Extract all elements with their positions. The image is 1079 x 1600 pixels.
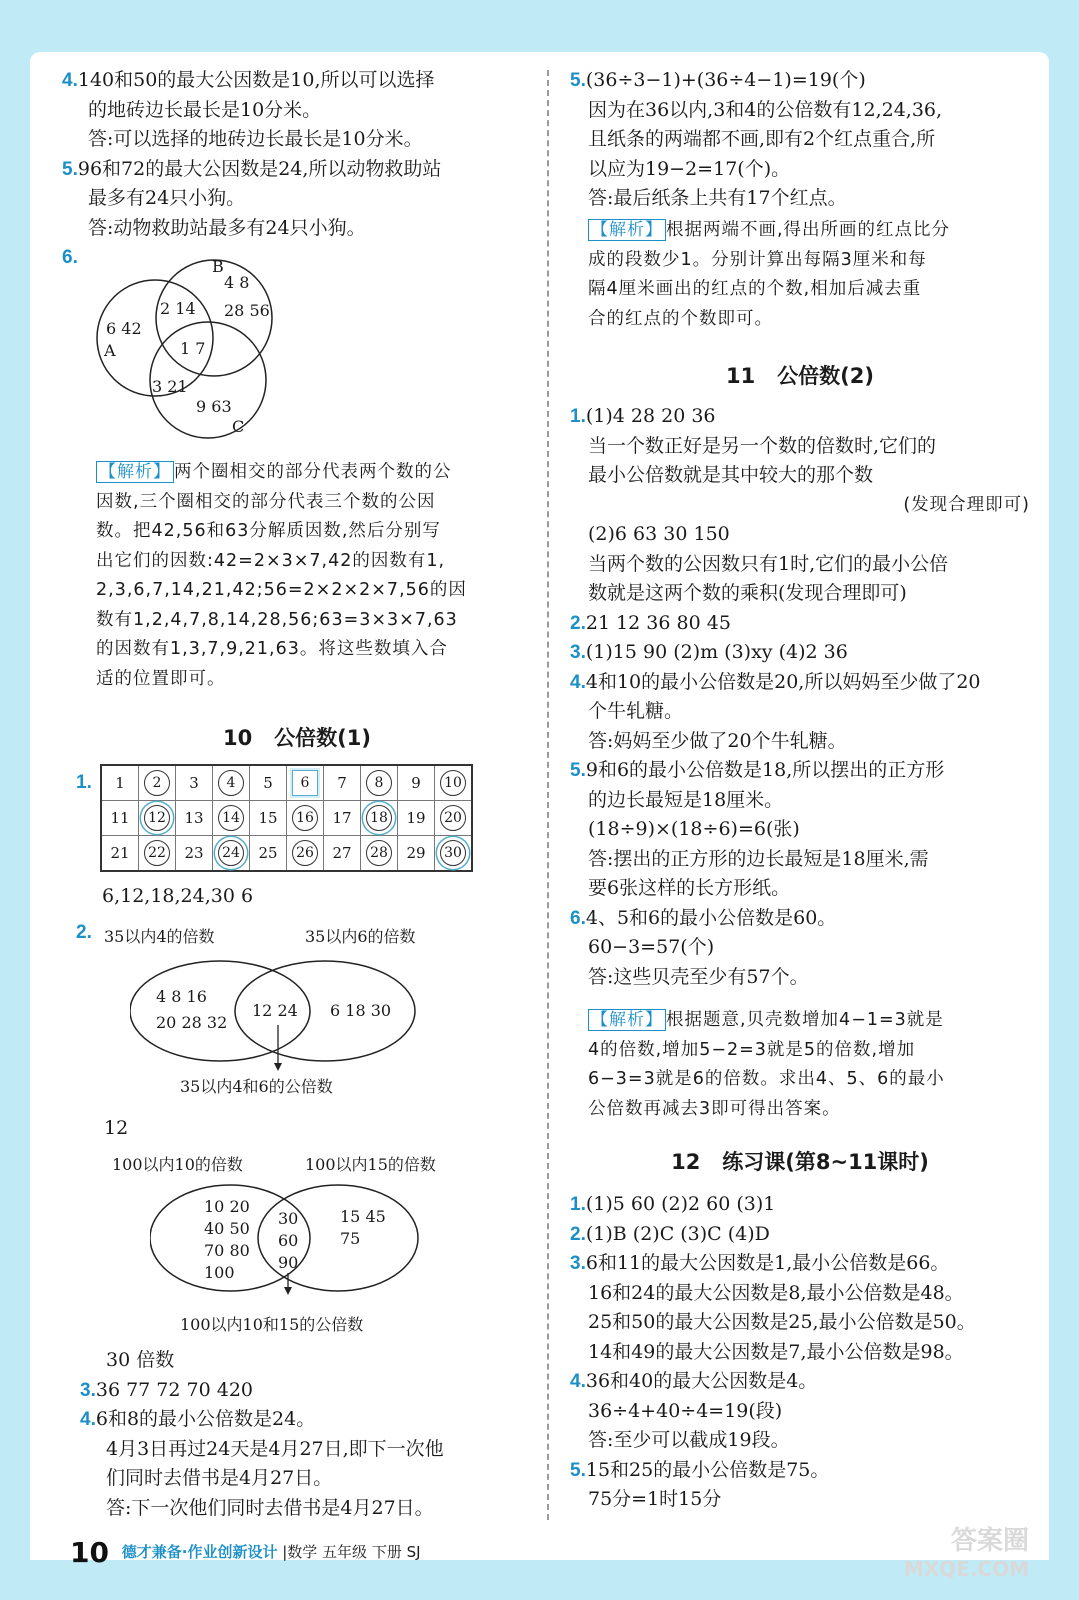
item-number: 1. xyxy=(570,1194,586,1215)
number-grid xyxy=(100,764,473,872)
region-values: 10 20 xyxy=(204,1197,250,1216)
grid-cell: 25 xyxy=(250,836,287,872)
region-values: 100 xyxy=(204,1263,235,1282)
item-number: 1. xyxy=(570,406,586,427)
circled-number: 20 xyxy=(440,805,466,831)
grid-cell xyxy=(435,765,473,801)
right-column-bottom xyxy=(570,1190,1040,1515)
text-line: 14和49的最大公因数是7,最小公倍数是98。 xyxy=(588,1340,964,1363)
venn2-left-region xyxy=(156,984,227,1036)
text-line: 2,3,6,7,14,21,42;56=2×2×2×7,56的因 xyxy=(96,580,467,600)
text-line: 36和40的最大公因数是4。 xyxy=(585,1370,818,1392)
region-values: 15 45 xyxy=(340,1207,386,1226)
text-line: (1)15 90 (2)m (3)xy (4)2 36 xyxy=(585,641,848,663)
grid-cell xyxy=(361,836,398,872)
venn3-right-region xyxy=(340,1206,386,1250)
text-line: 因数,三个圈相交的部分代表三个数的公因 xyxy=(96,491,436,512)
region-values: 20 28 32 xyxy=(156,1013,228,1032)
circled-number: 2 xyxy=(144,770,170,796)
venn3-left-title: 100以内10的倍数 xyxy=(112,1155,243,1174)
circled-number: 26 xyxy=(292,840,318,866)
region-values: 30 xyxy=(278,1209,299,1228)
region-values: 40 50 xyxy=(204,1219,250,1238)
venn3-caption: 100以内10和15的公倍数 xyxy=(180,1315,364,1334)
grid-cell: 1 xyxy=(101,765,139,801)
text-line: 数就是这两个数的乘积(发现合理即可) xyxy=(588,582,907,604)
circled-boxed-number: 30 xyxy=(440,840,466,866)
text-line: (18÷9)×(18÷6)=6(张) xyxy=(588,818,800,840)
text-line: (36÷3−1)+(36÷4−1)=19(个) xyxy=(585,69,866,91)
item-number: 5. xyxy=(62,158,78,180)
grid-cell: 13 xyxy=(176,801,213,836)
grid-cell: 7 xyxy=(324,765,361,801)
grid-cell: 9 xyxy=(398,765,435,801)
grid-cell xyxy=(139,801,176,836)
item-number: 4. xyxy=(570,671,586,693)
item-number: 4. xyxy=(80,1409,96,1430)
venn2-right-region: 6 18 30 xyxy=(330,1001,392,1020)
item-number: 4. xyxy=(570,1371,586,1392)
item-number: 3. xyxy=(80,1379,96,1401)
text-line: (1)B (2)C (3)C (4)D xyxy=(585,1222,770,1245)
grid-cell: 29 xyxy=(398,836,435,872)
circled-number: 28 xyxy=(366,840,392,866)
venn2-right-title: 35以内6的倍数 xyxy=(305,927,416,946)
grid-cell: 11 xyxy=(101,801,139,836)
text-line: 公倍数再减去3即可得出答案。 xyxy=(588,1098,841,1119)
item-number: 5. xyxy=(570,70,586,91)
region-values: 4 8 16 xyxy=(156,987,207,1006)
text-line: 答:至少可以截成19段。 xyxy=(588,1429,790,1451)
set-label-b: B xyxy=(212,257,224,276)
answer-12: 12 xyxy=(104,1117,129,1139)
section-number: 11 xyxy=(726,364,756,388)
grid-cell: 15 xyxy=(250,801,287,836)
text-line: 4和10的最小公倍数是20,所以妈妈至少做了20 xyxy=(585,670,981,693)
book-info: |数学 五年级 下册 SJ xyxy=(282,1543,421,1561)
item-number xyxy=(76,768,92,798)
venn2-left-title: 35以内4的倍数 xyxy=(104,927,215,946)
boxed-number: 6 xyxy=(292,770,318,796)
text-line: 36÷4+40÷4=19(段) xyxy=(588,1399,783,1422)
text-line: 隔4厘米画出的红点的个数,相加后减去重 xyxy=(588,279,922,299)
region-a: 6 42 xyxy=(106,319,142,338)
region-values: 75 xyxy=(340,1229,361,1248)
text-line: 答:可以选择的地砖边长最长是10分米。 xyxy=(88,128,423,150)
text-line: (1)5 60 (2)2 60 (3)1 xyxy=(585,1193,776,1215)
text-line: 答:妈妈至少做了20个牛轧糖。 xyxy=(588,729,847,752)
text-line: 答:下一次他们同时去借书是4月27日。 xyxy=(106,1496,434,1519)
grid-cell: 5 xyxy=(250,765,287,801)
text-line: 合的红点的个数即可。 xyxy=(588,308,773,329)
region-c: 9 63 xyxy=(196,397,232,416)
column-divider xyxy=(547,70,549,1520)
page-footer xyxy=(70,1536,421,1569)
region-ab: 2 14 xyxy=(160,299,196,318)
grid-cell xyxy=(139,836,176,872)
grid-cell: 19 xyxy=(398,801,435,836)
text-line: 75分=1时15分 xyxy=(588,1488,722,1510)
set-label-c: C xyxy=(232,417,245,436)
circled-boxed-number: 18 xyxy=(366,805,392,831)
set-label-a: A xyxy=(104,341,116,360)
section-number: 12 xyxy=(671,1150,701,1174)
text-line: 4、5和6的最小公倍数是60。 xyxy=(585,906,837,929)
circled-boxed-number: 12 xyxy=(144,805,170,831)
text-line: 因为在36以内,3和4的公倍数有12,24,36, xyxy=(588,98,943,121)
text-line: 数有1,2,4,7,8,14,28,56;63=3×3×7,63 xyxy=(96,609,458,630)
grid-cell xyxy=(287,801,324,836)
analysis-tag: 【解析】 xyxy=(96,461,174,483)
item-number: 4. xyxy=(62,70,78,91)
item-number: 2. xyxy=(570,612,586,634)
circled-number: 4 xyxy=(218,770,244,796)
text-line: 30 倍数 xyxy=(106,1349,175,1371)
section-title: 练习课(第8~11课时) xyxy=(722,1150,929,1174)
circled-boxed-number: 24 xyxy=(218,840,244,866)
item-number xyxy=(76,918,92,948)
text-line: 以应为19−2=17(个)。 xyxy=(588,157,791,180)
text-line: 4月3日再过24天是4月27日,即下一次他 xyxy=(106,1437,444,1460)
text-line: 的因数有1,3,7,9,21,63。将这些数填入合 xyxy=(96,639,448,659)
decorative-border-left xyxy=(0,0,30,1600)
text-line: 当两个数的公因数只有1时,它们的最小公倍 xyxy=(588,552,949,575)
section-title: 公倍数(1) xyxy=(274,726,371,750)
section-heading-12 xyxy=(565,1146,1035,1176)
watermark-text: MXQE.COM xyxy=(903,1557,1029,1581)
grid-cell: 21 xyxy=(101,836,139,872)
grid-cell xyxy=(361,801,398,836)
venn3-left-region xyxy=(204,1196,250,1284)
text-line: 96和72的最大公因数是24,所以动物救助站 xyxy=(77,157,442,180)
venn2-caption: 35以内4和6的公倍数 xyxy=(180,1077,333,1096)
grid-cell xyxy=(435,836,473,872)
item-number: 1. xyxy=(76,772,92,793)
text-line: 答:这些贝壳至少有57个。 xyxy=(588,965,809,988)
section-heading-11 xyxy=(565,360,1035,390)
text-line: 21 12 36 80 45 xyxy=(585,611,731,634)
text-line: 4的倍数,增加5−2=3就是5的倍数,增加 xyxy=(588,1039,916,1060)
explanation-6b xyxy=(588,1006,1038,1124)
watermark-text: 答案圈 xyxy=(950,1526,1029,1556)
item-number: 2. xyxy=(76,922,92,943)
text-line: 成的段数少1。分别计算出每隔3厘米和每 xyxy=(588,249,927,270)
series-name: 德才兼备·作业创新设计 xyxy=(121,1543,278,1561)
text-line: (发现合理即可) xyxy=(903,494,1030,515)
text-line: 根据题意,贝壳数增加4−1=3就是 xyxy=(666,1010,944,1030)
item-number: 3. xyxy=(570,642,586,663)
grid-cell xyxy=(361,765,398,801)
region-values: 70 80 xyxy=(204,1241,250,1260)
text-line: 答:最后纸条上共有17个红点。 xyxy=(588,187,847,209)
circled-number: 22 xyxy=(144,840,170,866)
venn2-intersection: 12 24 xyxy=(252,1001,298,1020)
explanation-5 xyxy=(588,216,1038,334)
text-line: 且纸条的两端都不画,即有2个红点重合,所 xyxy=(588,128,936,150)
region-values: 90 xyxy=(278,1253,299,1272)
item-number: 5. xyxy=(570,1459,586,1481)
text-line: 的边长最短是18厘米。 xyxy=(588,788,784,811)
explanation-6 xyxy=(96,458,536,694)
grid-cell: 27 xyxy=(324,836,361,872)
grid-cell xyxy=(213,765,250,801)
text-line: 9和6的最小公倍数是18,所以摆出的正方形 xyxy=(585,759,945,781)
region-abc: 1 7 xyxy=(180,339,206,358)
text-line: 6−3=3就是6的倍数。求出4、5、6的最小 xyxy=(588,1069,945,1089)
text-line: 140和50的最大公因数是10,所以可以选择 xyxy=(77,69,435,91)
text-line: 答:动物救助站最多有24只小狗。 xyxy=(88,216,366,239)
section-number: 10 xyxy=(223,726,253,750)
text-line: 数。把42,56和63分解质因数,然后分别写 xyxy=(96,521,441,541)
grid-cell xyxy=(139,765,176,801)
region-values: 60 xyxy=(278,1231,299,1250)
item-number: 5. xyxy=(570,760,586,781)
text-line: 当一个数正好是另一个数的倍数时,它们的 xyxy=(588,434,937,457)
section-heading-10 xyxy=(62,722,532,752)
text-line: (1)4 28 20 36 xyxy=(585,405,716,427)
circled-number: 14 xyxy=(218,805,244,831)
text-line: 36 77 72 70 420 xyxy=(95,1378,253,1401)
grid-cell: 17 xyxy=(324,801,361,836)
text-line: 最多有24只小狗。 xyxy=(88,187,246,209)
region-b: 4 8 xyxy=(224,273,250,292)
item-number: 6. xyxy=(570,907,586,929)
region-ac: 3 21 xyxy=(152,377,188,396)
section-title: 公倍数(2) xyxy=(777,364,874,388)
right-column-top xyxy=(570,66,1040,214)
text-line: 适的位置即可。 xyxy=(96,668,226,689)
analysis-tag: 【解析】 xyxy=(588,219,666,241)
text-line: 16和24的最大公因数是8,最小公倍数是48。 xyxy=(588,1281,964,1304)
decorative-border-right xyxy=(1049,0,1079,1600)
text-line: 最小公倍数就是其中较大的那个数 xyxy=(588,464,874,486)
grid-cell: 23 xyxy=(176,836,213,872)
region-b: 28 56 xyxy=(224,301,270,320)
grid-cell xyxy=(435,801,473,836)
circled-number: 8 xyxy=(366,770,392,796)
text-line: 根据两端不画,得出所画的红点比分 xyxy=(666,220,951,240)
text-line: 出它们的因数:42=2×3×7,42的因数有1, xyxy=(96,550,446,571)
text-line: 答:摆出的正方形的边长最短是18厘米,需 xyxy=(588,847,929,870)
grid-answer: 6,12,18,24,30 6 xyxy=(102,885,254,907)
left-column xyxy=(62,66,532,273)
text-line: 25和50的最大公因数是25,最小公倍数是50。 xyxy=(588,1311,976,1333)
text-line: 要6张这样的长方形纸。 xyxy=(588,877,791,899)
analysis-tag: 【解析】 xyxy=(588,1009,666,1031)
grid-cell xyxy=(213,801,250,836)
left-column-bottom xyxy=(62,1346,532,1523)
text-line: 个牛轧糖。 xyxy=(588,700,684,722)
watermark-logo xyxy=(904,1520,1029,1581)
venn3-intersection xyxy=(278,1208,298,1274)
text-line: 60−3=57(个) xyxy=(588,936,715,958)
text-line: 两个圈相交的部分代表两个数的公 xyxy=(174,462,452,482)
item-number: 2. xyxy=(570,1223,586,1245)
right-column-middle xyxy=(570,402,1040,992)
circled-number: 16 xyxy=(292,805,318,831)
text-line: 15和25的最小公倍数是75。 xyxy=(585,1458,830,1481)
grid-cell xyxy=(287,765,324,801)
item-number: 6. xyxy=(62,247,78,268)
text-line: 们同时去借书是4月27日。 xyxy=(106,1467,333,1489)
grid-cell xyxy=(287,836,324,872)
text-line: (2)6 63 30 150 xyxy=(588,523,730,545)
grid-cell: 3 xyxy=(176,765,213,801)
venn3-right-title: 100以内15的倍数 xyxy=(305,1155,436,1174)
page-number: 10 xyxy=(70,1536,109,1569)
grid-cell xyxy=(213,836,250,872)
text-line: 6和11的最大公因数是1,最小公倍数是66。 xyxy=(585,1252,950,1274)
text-line: 6和8的最小公倍数是24。 xyxy=(95,1408,316,1430)
circled-number: 10 xyxy=(440,770,466,796)
text-line: 的地砖边长最长是10分米。 xyxy=(88,98,322,121)
item-number: 3. xyxy=(570,1253,586,1274)
